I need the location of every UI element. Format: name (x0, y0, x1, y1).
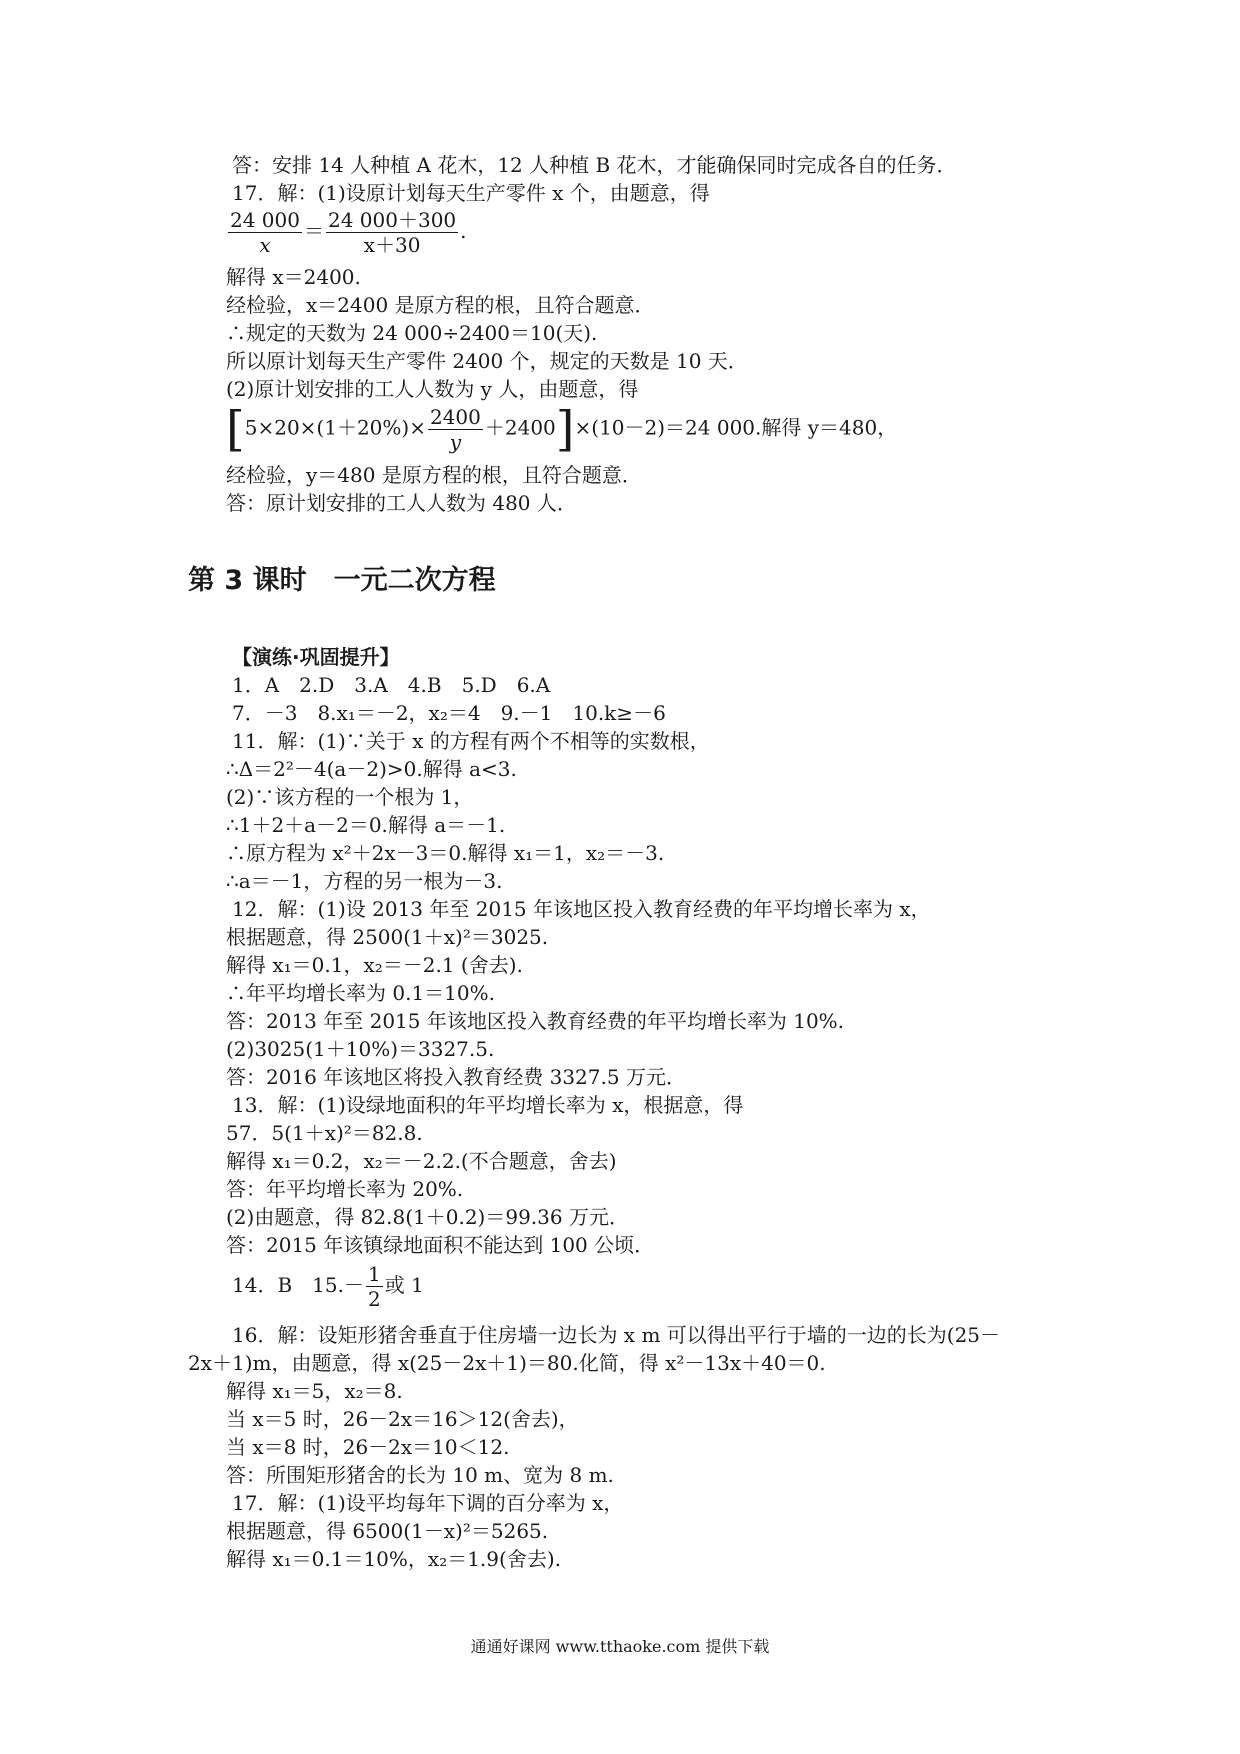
bracket-equation: [5×20×(1＋20%)× $\frac{2400}{y}$ ＋2400]×(10－2)＝24 000.解得 y＝480， (226, 401, 898, 457)
answer-line: 答：2016 年该地区将投入教育经费 3327.5 万元． (226, 1065, 686, 1089)
equation-line: 根据题意，得 2500(1＋x)²＝3025. (226, 925, 549, 949)
discriminant-line: ∴Δ＝2²－4(a－2)>0.解得 a<3. (226, 757, 517, 781)
solution-line: 解得 x₁＝0.1，x₂＝－2.1 (舍去). (226, 953, 523, 977)
part-2-line: (2)由题意，得 82.8(1＋0.2)＝99.36 万元． (226, 1205, 629, 1229)
problem-16-header: 16．解：设矩形猪舍垂直于住房墙一边长为 x m 可以得出平行于墙的一边的长为(25－ (232, 1323, 1001, 1347)
equation-line: 57．5(1＋x)²＝82.8. (226, 1121, 423, 1145)
rate-line: ∴年平均增长率为 0.1＝10%. (226, 981, 495, 1005)
fraction-one-half: $\frac{1}{2}$ (367, 1262, 381, 1311)
conclusion-line: 所以原计划每天生产零件 2400 个，规定的天数是 10 天． (226, 349, 748, 373)
fraction-left: $\frac{24 000}{x}$ (230, 208, 300, 257)
answer-line: 答：安排 14 人种植 A 花木，12 人种植 B 花木，才能确保同时完成各自的任务． (232, 153, 957, 177)
answer-line: 答：所围矩形猪舍的长为 10 m、宽为 8 m. (226, 1463, 614, 1487)
original-equation-line: ∴原方程为 x²＋2x－3＝0.解得 x₁＝1，x₂＝－3. (226, 841, 665, 865)
solve-a-line: ∴1＋2＋a－2＝0.解得 a＝－1. (226, 813, 506, 837)
fraction-equation: $\frac{24 000}{x}$ ＝ $\frac{24 000+300}{x+30}$ . (230, 208, 467, 257)
other-root-line: ∴a＝－1，方程的另一根为－3. (226, 869, 503, 893)
solution-line: 解得 x₁＝0.1＝10%，x₂＝1.9(舍去). (226, 1547, 561, 1571)
answers-14-15: 14．B 15.－ $\frac{1}{2}$ 或 1 (232, 1262, 424, 1311)
answer-line-2: 答：原计划安排的工人人数为 480 人． (226, 491, 577, 515)
footer-credit: 通通好课网 www.tthaoke.com 提供下载 (470, 1637, 770, 1656)
right-bracket: ] (555, 401, 575, 457)
solution-line: 解得 x＝2400. (226, 265, 361, 289)
section-heading: 【演练·巩固提升】 (232, 645, 400, 669)
answer-line: 答：年平均增长率为 20%. (226, 1177, 464, 1201)
verification-line-2: 经检验，y＝480 是原方程的根，且符合题意． (226, 463, 642, 487)
answers-7-10: 7．－3 8.x₁＝－2，x₂＝4 9.－1 10.k≥－6 (232, 701, 666, 725)
problem-13-header: 13．解：(1)设绿地面积的年平均增长率为 x，根据意，得 (232, 1093, 744, 1117)
case-2-line: 当 x＝8 时，26－2x＝10＜12. (226, 1435, 510, 1459)
problem-12-header: 12．解：(1)设 2013 年至 2015 年该地区投入教育经费的年平均增长率为 x， (232, 897, 931, 921)
fraction-2400-y: $\frac{2400}{y}$ (429, 404, 481, 454)
answers-1-6: 1．A 2.D 3.A 4.B 5.D 6.A (232, 673, 551, 697)
problem-11-header: 11．解：(1)∵关于 x 的方程有两个不相等的实数根， (232, 729, 710, 753)
problem-17-header: 17．解：(1)设原计划每天生产零件 x 个，由题意，得 (232, 181, 710, 205)
part-2-calc-line: (2)3025(1＋10%)＝3327.5. (226, 1037, 495, 1061)
part-2-line: (2)∵该方程的一个根为 1， (226, 785, 474, 809)
fraction-right: $\frac{24 000+300}{x+30}$ (327, 208, 457, 257)
case-1-line: 当 x＝5 时，26－2x＝16＞12(舍去)， (226, 1407, 579, 1431)
solution-line: 解得 x₁＝5，x₂＝8. (226, 1379, 403, 1403)
left-bracket: [ (226, 401, 245, 457)
lesson-title: 第 3 课时 一元二次方程 (188, 565, 496, 596)
equation-line: 根据题意，得 6500(1－x)²＝5265. (226, 1519, 549, 1543)
answer-line: 答：2015 年该镇绿地面积不能达到 100 公顷． (226, 1233, 655, 1257)
problem-16-continued: 2x＋1)m，由题意，得 x(25－2x＋1)＝80.化简，得 x²－13x＋40＝0. (188, 1351, 826, 1375)
answer-line: 答：2013 年至 2015 年该地区投入教育经费的年平均增长率为 10%. (226, 1009, 845, 1033)
days-line: ∴规定的天数为 24 000÷2400＝10(天). (226, 321, 598, 345)
verification-line: 经检验，x＝2400 是原方程的根，且符合题意． (226, 293, 655, 317)
solution-line: 解得 x₁＝0.2，x₂＝－2.2.(不合题意，舍去) (226, 1149, 617, 1173)
part-2-line: (2)原计划安排的工人人数为 y 人，由题意，得 (226, 377, 639, 401)
problem-17-header: 17．解：(1)设平均每年下调的百分率为 x， (232, 1491, 624, 1515)
